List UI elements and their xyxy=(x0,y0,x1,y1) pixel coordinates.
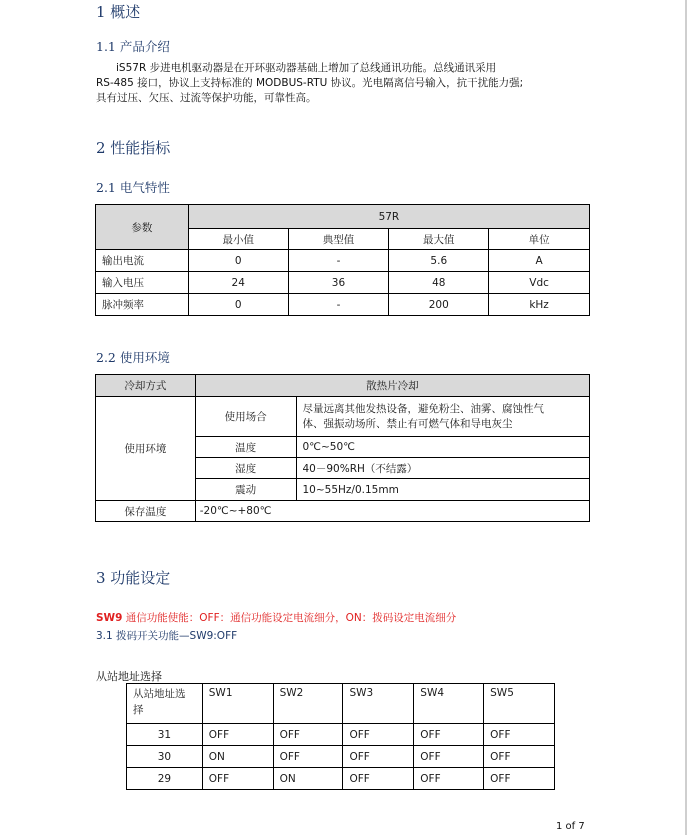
row-label: 脉冲频率 xyxy=(96,294,189,316)
head-line: 从站地址选 xyxy=(133,688,186,700)
cell: OFF xyxy=(484,724,555,746)
param-header: 参数 xyxy=(96,205,189,250)
env-label: 使用环境 xyxy=(96,397,196,501)
cell: ON xyxy=(202,746,273,768)
cell: OFF xyxy=(414,724,484,746)
storage-value: -20℃~+80℃ xyxy=(195,501,589,522)
address-cell: 30 xyxy=(127,746,203,768)
cell: OFF xyxy=(414,768,484,790)
intro-line-3: 具有过压、欠压、过流等保护功能，可靠性高。 xyxy=(96,92,317,104)
cell: OFF xyxy=(202,724,273,746)
head-sw4: SW4 xyxy=(414,684,484,724)
cell: kHz xyxy=(489,294,590,316)
head-sw5: SW5 xyxy=(484,684,555,724)
cell: 48 xyxy=(389,272,489,294)
row-label: 输入电压 xyxy=(96,272,189,294)
env-value: 10~55Hz/0.15mm xyxy=(296,479,590,501)
row-label: 输出电流 xyxy=(96,250,189,272)
section-2-title: 2 性能指标 xyxy=(96,139,171,157)
cell: ON xyxy=(273,768,343,790)
section-3-1-title: 3.1 拨码开关功能—SW9:OFF xyxy=(96,630,238,642)
sw9-tag: SW9 xyxy=(96,612,123,624)
env-key: 使用场合 xyxy=(195,397,296,437)
address-cell: 29 xyxy=(127,768,203,790)
cell: Vdc xyxy=(489,272,590,294)
col-min: 最小值 xyxy=(188,229,288,250)
head-sw2: SW2 xyxy=(273,684,343,724)
env-value: 0℃~50℃ xyxy=(296,437,590,458)
cell: OFF xyxy=(343,768,414,790)
cell: OFF xyxy=(343,724,414,746)
env-value xyxy=(296,397,590,437)
intro-line-2: RS-485 接口，协议上支持标准的 MODBUS-RTU 协议。光电隔离信号输入，抗干扰能力强; xyxy=(96,77,524,89)
cell: OFF xyxy=(273,724,343,746)
table-row xyxy=(127,746,555,768)
cell: - xyxy=(288,294,389,316)
cell: A xyxy=(489,250,590,272)
section-1-1-title: 1.1 产品介绍 xyxy=(96,39,170,54)
table-row xyxy=(127,768,555,790)
page-edge-rule xyxy=(685,0,687,835)
sw9-note xyxy=(96,610,456,625)
cooling-label: 冷却方式 xyxy=(96,375,196,397)
cell: 0 xyxy=(188,294,288,316)
cell: 36 xyxy=(288,272,389,294)
section-1-title: 1 概述 xyxy=(96,3,141,21)
table-row xyxy=(127,724,555,746)
slave-address-table xyxy=(126,683,555,790)
env-value: 40－90%RH（不结露） xyxy=(296,458,590,479)
cell: - xyxy=(288,250,389,272)
head-line: 择 xyxy=(133,704,144,716)
page-number: 1 of 7 xyxy=(556,821,585,832)
env-key: 温度 xyxy=(195,437,296,458)
cell: 200 xyxy=(389,294,489,316)
section-2-2-title: 2.2 使用环境 xyxy=(96,350,170,365)
head-sw3: SW3 xyxy=(343,684,414,724)
intro-line-1: iS57R 步进电机驱动器是在开环驱动器基础上增加了总线通讯功能。总线通讯采用 xyxy=(116,62,497,74)
address-cell: 31 xyxy=(127,724,203,746)
table-row xyxy=(96,250,590,272)
environment-table xyxy=(95,374,590,522)
section-2-1-title: 2.1 电气特性 xyxy=(96,180,170,195)
col-max: 最大值 xyxy=(389,229,489,250)
table-row xyxy=(96,294,590,316)
sw9-text: 通信功能使能：OFF：通信功能设定电流细分，ON：拨码设定电流细分 xyxy=(122,612,457,624)
cell: OFF xyxy=(414,746,484,768)
cell: 5.6 xyxy=(389,250,489,272)
cell: 24 xyxy=(188,272,288,294)
electrical-spec-table xyxy=(95,204,590,316)
cell: OFF xyxy=(484,768,555,790)
cell: OFF xyxy=(273,746,343,768)
cell: 0 xyxy=(188,250,288,272)
model-header: 57R xyxy=(188,205,589,229)
env-key: 震动 xyxy=(195,479,296,501)
section-3-title: 3 功能设定 xyxy=(96,569,171,587)
table-row xyxy=(96,272,590,294)
cell: OFF xyxy=(202,768,273,790)
cell: OFF xyxy=(343,746,414,768)
product-intro-paragraph xyxy=(96,61,666,106)
slave-head-address xyxy=(127,684,203,724)
col-typ: 典型值 xyxy=(288,229,389,250)
col-unit: 单位 xyxy=(489,229,590,250)
cell: OFF xyxy=(484,746,555,768)
env-key: 湿度 xyxy=(195,458,296,479)
head-sw1: SW1 xyxy=(202,684,273,724)
storage-label: 保存温度 xyxy=(96,501,196,522)
env-value-line: 尽量远离其他发热设备，避免粉尘、油雾、腐蚀性气 xyxy=(302,402,544,415)
cooling-value: 散热片冷却 xyxy=(195,375,589,397)
env-value-line: 体、强振动场所、禁止有可燃气体和导电灰尘 xyxy=(302,417,513,430)
slave-address-title: 从站地址选择 xyxy=(96,670,162,683)
